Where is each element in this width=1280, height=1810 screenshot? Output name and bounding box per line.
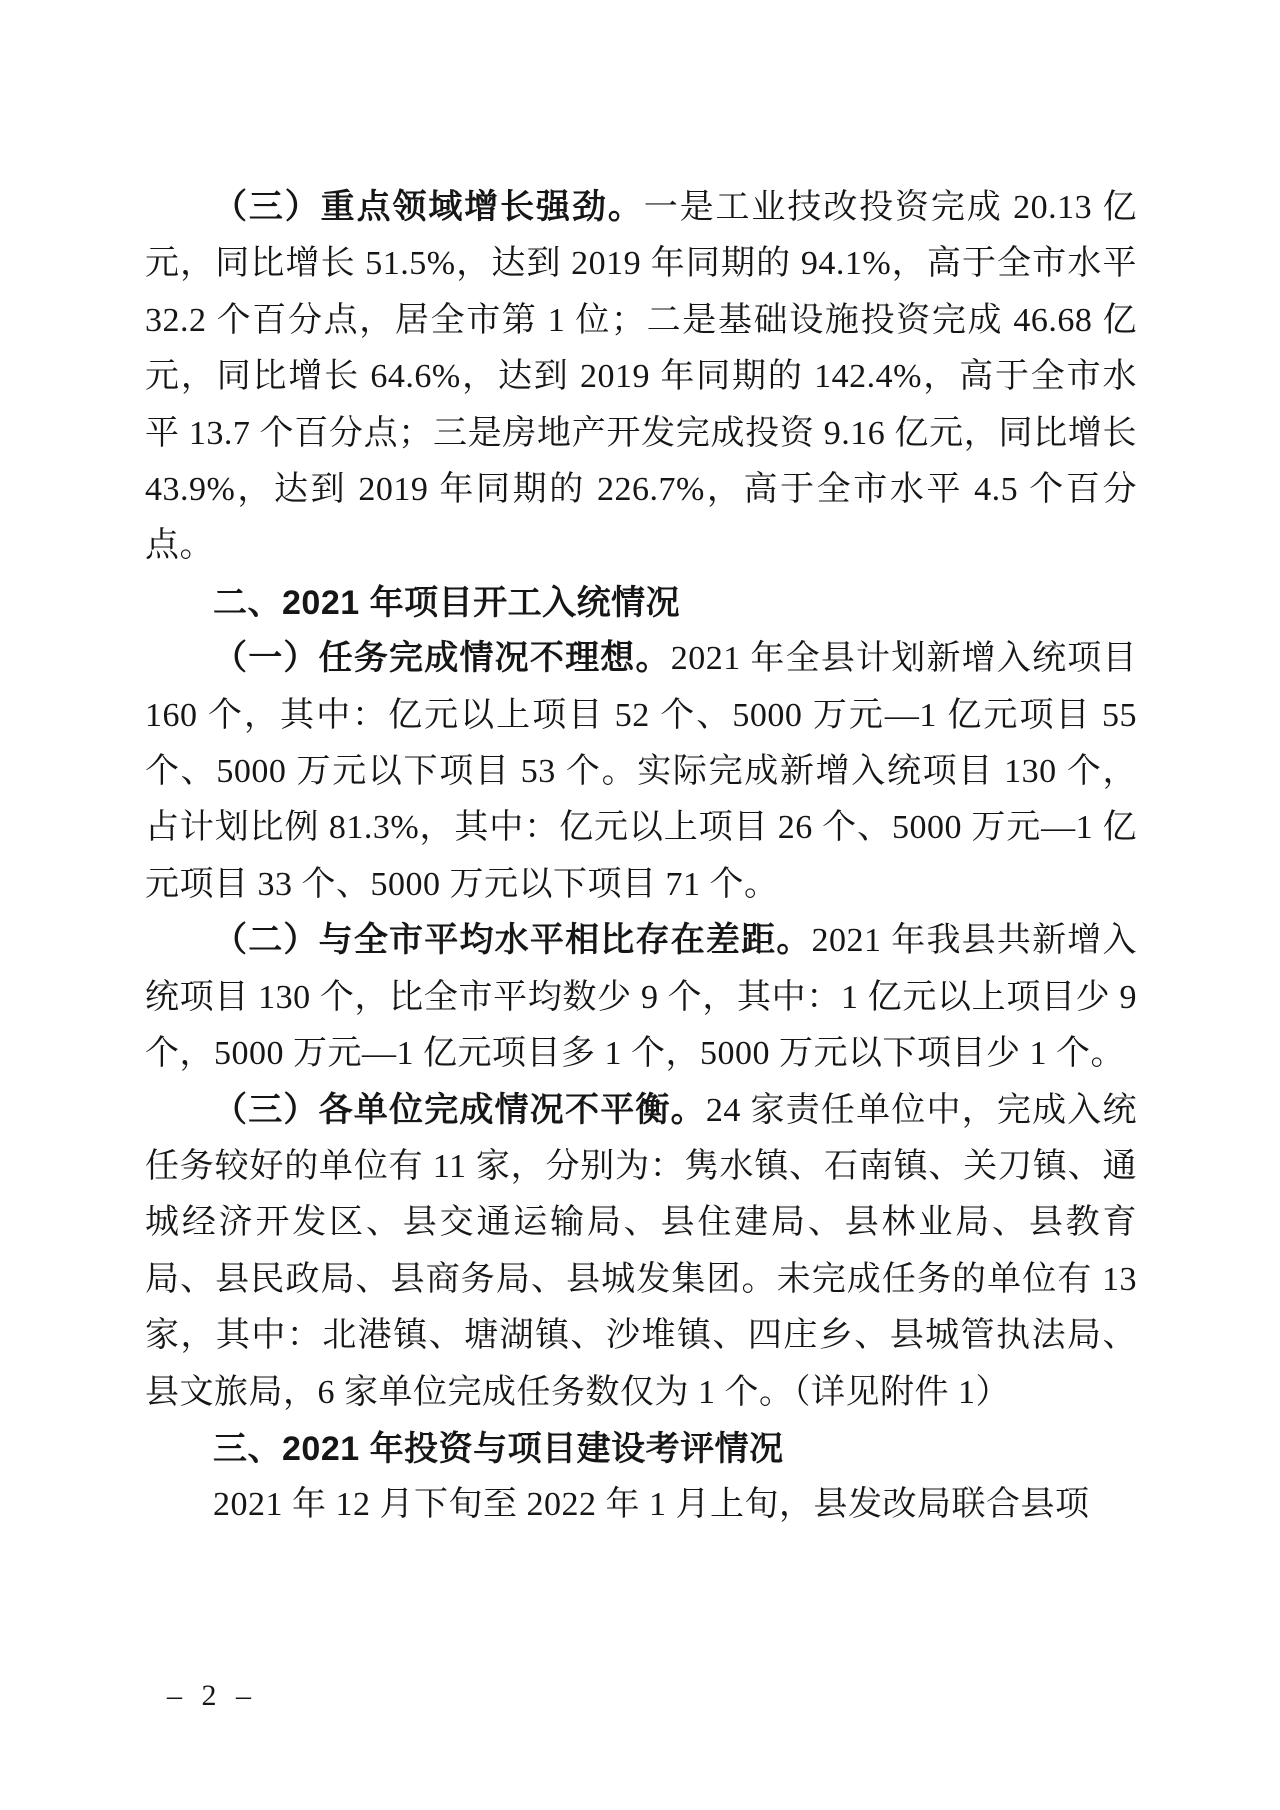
page-number: – 2 – (167, 1679, 257, 1712)
paragraph-city-average-gap (145, 913, 1137, 1082)
paragraph-unit-imbalance (145, 1083, 1137, 1421)
paragraph-lead: （三）各单位完成情况不平衡。 (213, 1091, 706, 1129)
paragraph-lead: （二）与全市平均水平相比存在差距。 (213, 922, 812, 960)
paragraph-lead: （一）任务完成情况不理想。 (213, 640, 671, 678)
paragraph-lead: （三）重点领域增长强劲。 (213, 189, 644, 226)
section-heading-investment-evaluation: 三、2021 年投资与项目建设考评情况 (213, 1429, 784, 1468)
paragraph-evaluation-intro (145, 1477, 1137, 1533)
paragraph-text: 2021 年全县计划新增入统项目 160 个，其中：亿元以上项目 52 个、5000 万元—1 亿元项目 55 个、5000 万元以下项目 53 个。实际完成新增入统项目 130 个，占计划比例 81.3%，其中：亿元以上项目 26 个、5000 万元—1 亿元项目 33 个、5000 万元以下项目 71 个。 (145, 640, 1138, 903)
paragraph-key-areas-growth (145, 180, 1137, 575)
section-heading-project-start-stats: 二、2021 年项目开工入统情况 (213, 583, 681, 622)
paragraph-task-completion (145, 631, 1137, 913)
paragraph-text: 一是工业技改投资完成 20.13 亿元，同比增长 51.5%，达到 2019 年同期的 94.1%，高于全市水平 32.2 个百分点，居全市第 1 位；二是基础设施投资完成 46.68 亿元，同比增长 64.6%，达到 2019 年同期的 142.4%，高于全市水平 13.7 个百分点；三是房地产开发完成投资 9.16 亿元，同比增长 43.9%，达到 2019 年同期的 226.7%，高于全市水平 4.5 个百分点。 (145, 189, 1137, 565)
paragraph-text: 2021 年我县共新增入统项目 130 个，比全市平均数少 9 个，其中：1 亿元以上项目少 9 个，5000 万元—1 亿元项目多 1 个，5000 万元以下项目少 1 个。 (145, 922, 1138, 1073)
document-body (145, 180, 1137, 1534)
paragraph-text: 24 家责任单位中，完成入统任务较好的单位有 11 家，分别为：隽水镇、石南镇、关刀镇、通城经济开发区、县交通运输局、县住建局、县林业局、县教育局、县民政局、县商务局、县城发集团。未完成任务的单位有 13 家，其中：北港镇、塘湖镇、沙堆镇、四庄乡、县城管执法局、县文旅局，6 家单位完成任务数仅为 1 个。（详见附件 1） (145, 1091, 1138, 1411)
paragraph-text: 2021 年 12 月下旬至 2022 年 1 月上旬，县发改局联合县项 (213, 1486, 1090, 1524)
